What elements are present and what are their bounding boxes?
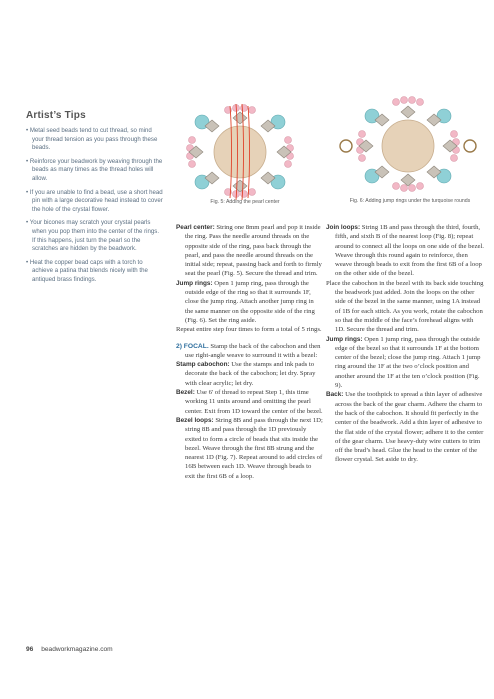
page-number: 96 [26, 646, 34, 653]
tip-item: • Your bicones may scratch your crystal pearls when you pop them into the center of the rings. If this happens, just turn the pearl so the scratches are hidden by the beadwork. [26, 219, 160, 253]
step-label: Bezel: [176, 389, 195, 397]
step-text: Stamp the back of the cabochon and then use right-angle weave to surround it with a bezel: [185, 342, 321, 359]
site-url: beadworkmagazine.com [41, 646, 113, 653]
instructions-column-left [176, 223, 323, 481]
focal-heading: 2) FOCAL. [176, 342, 209, 350]
step-label: Stamp cabochon: [176, 361, 230, 369]
page-footer [26, 646, 113, 653]
step-label: Jump rings: [176, 279, 213, 287]
step-text: String 1B and pass through the third, fourth, fifth, and sixth B of the nearest loop (Fig. 8); repeat around to connect all the loops on one side of the bezel. Weave through this round again to reinforce, then weave through beads to exit from the first 6B of a loop on the other side of the bezel. [335, 224, 484, 278]
step-label: Back: [326, 391, 344, 399]
sidebar-title: Artist’s Tips [26, 110, 86, 121]
step-paragraph [326, 390, 484, 464]
step-paragraph [176, 360, 323, 388]
step-label: Jump rings: [326, 335, 363, 343]
instructions-column-right [326, 223, 484, 465]
figure-6-caption: Fig. 6: Adding jump rings under the turquoise rounds [349, 198, 471, 204]
bead-ring [187, 104, 294, 200]
step-text: String one 8mm pearl and pop it inside the ring. Pass the needle around threads on the opposite side of the ring, pass back through the pearl, and pass the needle around threads on the initial side; repeat, passing back and forth to firmly seat the pearl (Fig. 5). Secure the thread and trim. [185, 224, 322, 278]
step-label: Pearl center: [176, 224, 215, 231]
step-paragraph [326, 223, 484, 279]
tip-item: • Metal seed beads tend to cut thread, so mind your thread tension as you pass through these beads. [26, 127, 158, 152]
step-paragraph: Place the cabochon in the bezel with its back side touching the beadwork just added. Join the loops on the other side of the bezel in the same manner, using 1A instead of 1B for each stitch. As you work, rotate the cabochon so that the middle of the face’s forehead aligns with 1D. Secure the thread and trim. [326, 279, 484, 334]
step-paragraph: Repeat entire step four times to form a total of 5 rings. [176, 326, 322, 334]
step-paragraph [176, 342, 323, 361]
artists-tips-sidebar [26, 110, 164, 290]
step-paragraph [176, 388, 323, 416]
figure-6-illustration [334, 92, 486, 212]
step-label: Bezel loops: [176, 416, 214, 424]
step-text: Use the stamps and ink pads to decorate the back of the cabochon; let dry. Spray with clear acrylic; let dry. [185, 361, 316, 387]
figure-5-caption: Fig. 5: Adding the pearl center [210, 199, 280, 205]
bead-ring [340, 97, 476, 192]
step-label: Join loops: [326, 224, 361, 231]
figure-5-illustration [172, 100, 312, 230]
step-text: Use 6' of thread to repeat Step 1, this time working 11 units around and omitting the pearl center. Exit from 1D toward the center of the bezel. [185, 389, 323, 415]
step-text: Use the toothpick to spread a thin layer of adhesive across the back of the gear charm. Adhere the charm to the back of the cabochon. It should fit perfectly in the center of the beadwork. Add a thin layer of adhesive to the flat side of the crystal flower; adhere it to the center of the gear charm. Use heavy-duty wire cutters to trim off the brad’s head. Glue the head to the center of the flower crystal. Set aside to dry. [335, 391, 484, 464]
step-paragraph [176, 223, 323, 279]
step-text: Open 1 jump ring, pass through the outside edge of the ring so that it surrounds 1F, close the jump ring. Attach another jump ring in the same manner on the opposite side of the ring (Fig. 6). Set the ring aside. [185, 279, 315, 324]
step-text: String 8B and pass through the next 1D; string 8B and pass through the 1D previously exited to form a circle of beads that sits inside the bezel. Weave through the first 8B strung and the nearest 1D (Fig. 7). Repeat around to add circles of 16B between each 1D. Weave through beads to exit the first 6B of a loop. [185, 416, 323, 480]
step-paragraph [176, 279, 323, 325]
step-text: Open 1 jump ring, pass through the outside edge of the bezel so that it surrounds 1F at the bottom center of the bezel; close the jump ring. Attach 1 jump ring around the 1F at the two o’clock position and another around the 1F at the ten o’clock position (Fig. 9). [335, 335, 481, 390]
tip-item: • Heat the copper bead caps with a torch to achieve a patina that blends nicely with the antiqued brass findings. [26, 258, 148, 283]
tip-item: • If you are unable to find a bead, use a short head pin with a large decorative head instead to cover the hole of the crystal flower. [26, 188, 163, 213]
tip-item: • Reinforce your beadwork by weaving through the beads as many times as the thread holes will allow. [26, 157, 163, 182]
step-paragraph [326, 335, 484, 391]
step-paragraph [176, 416, 323, 481]
